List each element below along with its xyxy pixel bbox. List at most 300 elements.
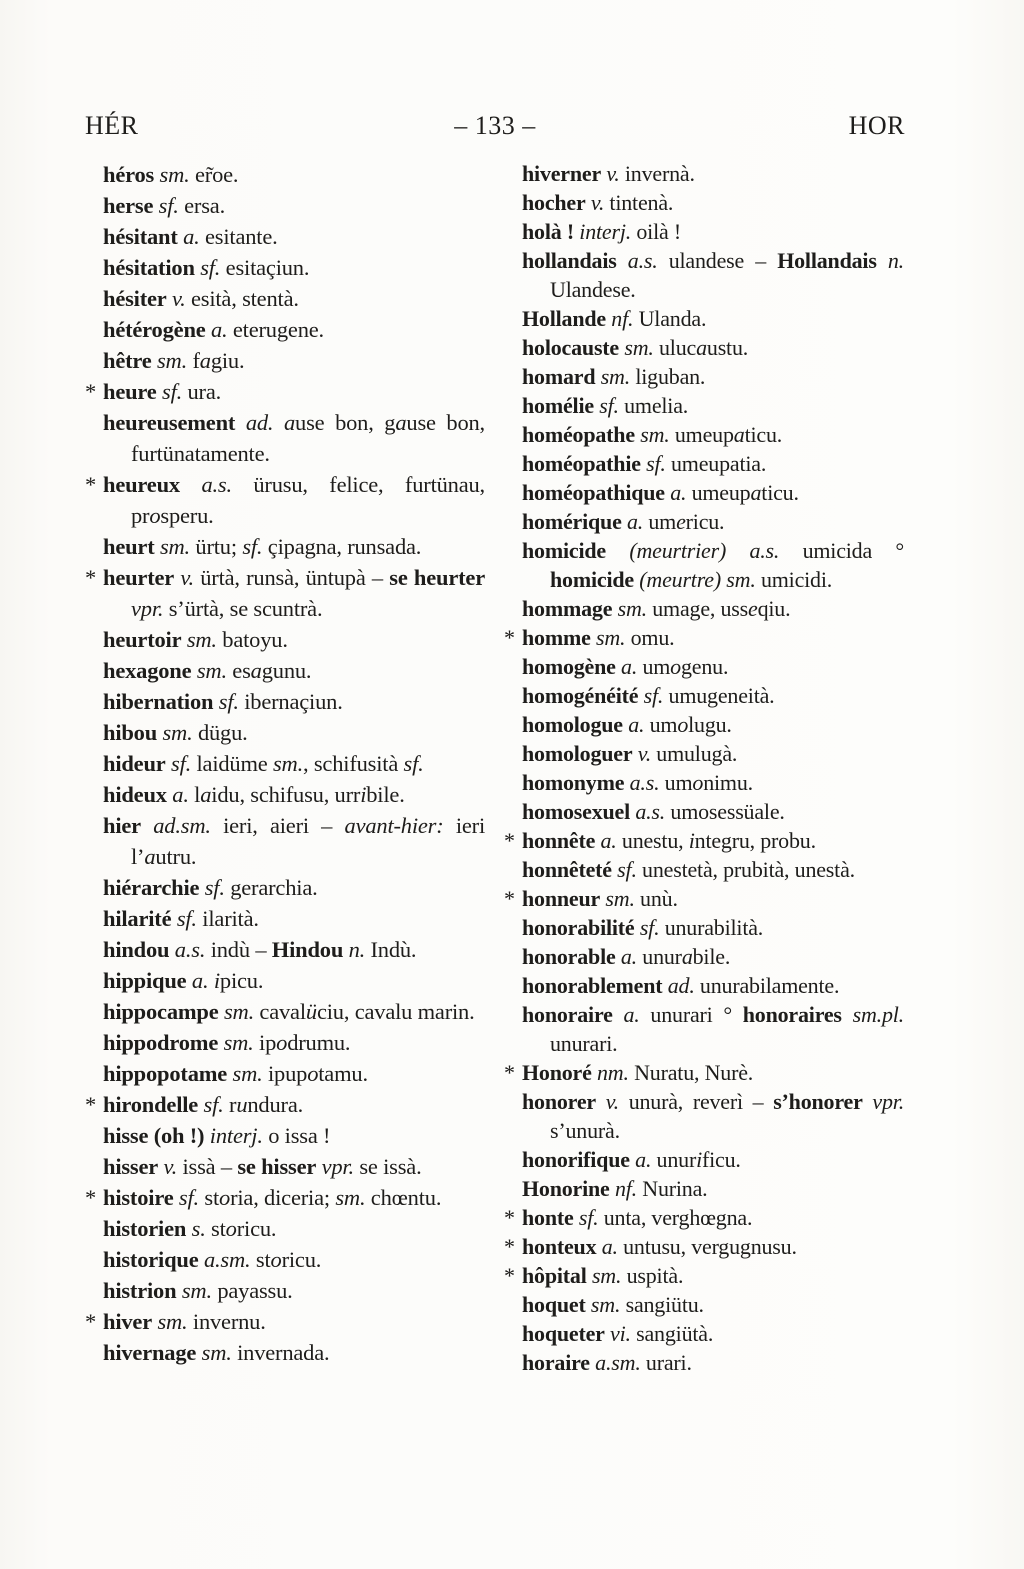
dictionary-entry	[504, 710, 904, 739]
plain-text: ibernaçiun.	[238, 689, 343, 714]
italic-text: sf.	[171, 751, 192, 776]
dictionary-entry	[85, 1151, 485, 1182]
dictionary-entry	[504, 681, 904, 710]
plain-text: ersa.	[178, 193, 225, 218]
italic-text: vpr.	[872, 1089, 904, 1114]
italic-text: o	[276, 1030, 288, 1055]
plain-text: umeup	[686, 480, 751, 505]
headword-text: hivernage	[103, 1340, 197, 1365]
plain-text: idu, schifusu, urr	[211, 782, 361, 807]
italic-text: ad.	[245, 410, 274, 435]
headword-text: hiver	[103, 1309, 152, 1334]
plain-text	[141, 813, 153, 838]
plain-text	[877, 248, 888, 273]
headword-text: se heurter	[389, 565, 485, 590]
italic-text: ü	[305, 999, 317, 1024]
plain-text	[180, 472, 201, 497]
dictionary-entry	[504, 942, 904, 971]
headword-text: s’honorer	[773, 1089, 863, 1114]
plain-text: caval	[254, 999, 306, 1024]
plain-text	[596, 1089, 606, 1114]
italic-text: a	[696, 335, 707, 360]
headword-text: horaire	[522, 1350, 590, 1375]
dictionary-entry	[504, 884, 904, 913]
italic-text: v.	[172, 286, 186, 311]
plain-text: dügu.	[192, 720, 248, 745]
plain-text: invernu.	[187, 1309, 266, 1334]
italic-text: sm.	[617, 596, 647, 621]
dictionary-entry	[504, 391, 904, 420]
dictionary-entry	[504, 246, 904, 304]
plain-text: ürusu, felice, furtünau, pr	[131, 472, 485, 528]
plain-text: oilà !	[631, 219, 681, 244]
headword-text: heurter	[103, 565, 175, 590]
plain-text: speru.	[160, 503, 214, 528]
dictionary-entry	[85, 965, 485, 996]
plain-text	[235, 410, 246, 435]
headword-text: homosexuel	[522, 799, 631, 824]
italic-text: a.	[172, 782, 189, 807]
plain-text: uluc	[653, 335, 697, 360]
plain-text: ieri l’	[131, 813, 485, 869]
plain-text: ulandese –	[657, 248, 778, 273]
italic-text: sm.	[157, 348, 188, 373]
plain-text: st	[250, 1247, 271, 1272]
italic-text: o	[219, 1185, 231, 1210]
italic-text: sm.	[590, 1292, 621, 1317]
plain-text: umage, uss	[646, 596, 749, 621]
headword-text: hippopotame	[103, 1061, 228, 1086]
italic-text: i	[360, 782, 367, 807]
headword-text: hésitant	[103, 224, 178, 249]
headword-text: homicide	[522, 538, 606, 563]
plain-text: unurabilità.	[659, 915, 764, 940]
plain-text: ndura.	[247, 1092, 304, 1117]
plain-text: Nurina.	[636, 1176, 708, 1201]
plain-text: ieri, aieri –	[210, 813, 345, 838]
italic-text: a	[200, 782, 212, 807]
plain-text	[726, 538, 749, 563]
plain-text: st	[198, 1185, 220, 1210]
italic-text: a	[199, 348, 211, 373]
dictionary-entry	[85, 810, 485, 872]
italic-text: a	[395, 410, 407, 435]
plain-text: ricu.	[281, 1247, 322, 1272]
plain-text	[613, 1002, 624, 1027]
dictionary-entry	[504, 159, 904, 188]
plain-text: unur	[651, 1147, 697, 1172]
headword-star: *	[85, 565, 97, 590]
italic-text: sf.	[204, 875, 225, 900]
italic-text: a.s.	[174, 937, 206, 962]
italic-text: ad.	[667, 973, 695, 998]
headword-star: *	[504, 1205, 515, 1230]
headword-text: Hollande	[522, 306, 606, 331]
plain-text: unurari.	[550, 1031, 618, 1056]
dictionary-entry	[85, 686, 485, 717]
headword-text: homard	[522, 364, 596, 389]
headword-text: hippique	[103, 968, 187, 993]
plain-text: unestu,	[616, 828, 689, 853]
plain-text: o issa !	[262, 1123, 331, 1148]
dictionary-entry	[504, 652, 904, 681]
plain-text: unurabilamente.	[694, 973, 840, 998]
italic-text: a.	[670, 480, 687, 505]
plain-text: umicida °	[779, 538, 904, 563]
dictionary-entry	[85, 314, 485, 345]
italic-text: o	[225, 1216, 237, 1241]
headword-text: heurt	[103, 534, 155, 559]
plain-text: bile.	[366, 782, 405, 807]
plain-text: ricu.	[685, 509, 725, 534]
italic-text: a	[681, 944, 693, 969]
italic-text: interj.	[209, 1123, 263, 1148]
italic-text: a.	[601, 1234, 618, 1259]
dictionary-entry	[85, 1182, 485, 1213]
italic-text: v.	[180, 565, 194, 590]
dictionary-entry	[85, 1027, 485, 1058]
plain-text: um	[644, 712, 678, 737]
headword-text: hilarité	[103, 906, 172, 931]
italic-text: (meurtrier)	[629, 538, 727, 563]
headword-text: hoqueter	[522, 1321, 605, 1346]
plain-text: r	[223, 1092, 237, 1117]
italic-text: a.s.	[201, 472, 232, 497]
plain-text: ficu.	[702, 1147, 741, 1172]
italic-text: sm.	[196, 658, 227, 683]
italic-text: i	[696, 1147, 702, 1172]
dictionary-entry	[504, 1145, 904, 1174]
headword-text: honnêteté	[522, 857, 612, 882]
italic-text: i	[688, 828, 695, 853]
headword-text: honneur	[522, 886, 601, 911]
headword-text: homogène	[522, 654, 616, 679]
headword-text: hier	[103, 813, 141, 838]
italic-text: v.	[590, 190, 605, 215]
plain-text	[842, 1002, 853, 1027]
italic-text: sm.	[600, 364, 631, 389]
dictionary-entry	[504, 797, 904, 826]
plain-text: drumu.	[287, 1030, 351, 1055]
headword-text: Hollandais	[777, 248, 877, 273]
plain-text: chœntu.	[365, 1185, 442, 1210]
italic-text: sm.	[223, 1030, 254, 1055]
plain-text: çipagna, runsada.	[262, 534, 422, 559]
italic-text: a.sm.	[595, 1350, 641, 1375]
plain-text: unta, verghœgna.	[598, 1205, 753, 1230]
italic-text: o	[270, 1247, 282, 1272]
plain-text: Ulandese.	[550, 277, 636, 302]
dictionary-entry	[85, 376, 485, 407]
dictionary-entry	[504, 739, 904, 768]
italic-text: ad.sm.	[153, 813, 211, 838]
plain-text: genu.	[680, 654, 729, 679]
dictionary-entry	[504, 449, 904, 478]
italic-text: sm.	[181, 1278, 212, 1303]
italic-text: v.	[163, 1154, 178, 1179]
dictionary-entry	[85, 221, 485, 252]
headword-text: hiérarchie	[103, 875, 200, 900]
dictionary-entry	[504, 420, 904, 449]
dictionary-entry	[85, 1337, 485, 1368]
plain-text: utru.	[155, 844, 197, 869]
plain-text: ticu.	[744, 422, 783, 447]
headword-text: honte	[522, 1205, 574, 1230]
italic-text: sf.	[178, 1185, 199, 1210]
italic-text: a.	[635, 1147, 652, 1172]
plain-text: unurà, reverì –	[618, 1089, 774, 1114]
italic-text: sm.	[591, 1263, 622, 1288]
italic-text: a.s.	[629, 770, 660, 795]
dictionary-entry	[504, 1087, 904, 1145]
headword-star: *	[85, 472, 97, 497]
italic-text: sf.	[218, 689, 239, 714]
italic-text: sm.	[157, 1309, 188, 1334]
plain-text: payassu.	[211, 1278, 293, 1303]
plain-text: picu.	[219, 968, 264, 993]
plain-text: ustu.	[706, 335, 749, 360]
headword-text: hétérogène	[103, 317, 206, 342]
italic-text: vpr.	[321, 1154, 354, 1179]
plain-text: umeup	[669, 422, 734, 447]
dictionary-entry	[85, 779, 485, 810]
italic-text: a	[250, 658, 262, 683]
italic-text: n.	[887, 248, 904, 273]
italic-text: sm.	[335, 1185, 366, 1210]
plain-text: umeupatia.	[665, 451, 767, 476]
italic-text: o	[670, 654, 681, 679]
headword-text: heureusement	[103, 410, 236, 435]
dictionary-entry	[504, 333, 904, 362]
italic-text: a.	[183, 224, 200, 249]
italic-text: nm.	[597, 1060, 629, 1085]
plain-text: st	[205, 1216, 226, 1241]
italic-text: interj.	[579, 219, 632, 244]
guide-word-right: HOR	[848, 111, 905, 140]
headword-text: honorablement	[522, 973, 663, 998]
plain-text: um	[643, 509, 677, 534]
plain-text: gerarchia.	[224, 875, 318, 900]
dictionary-entry	[85, 1275, 485, 1306]
dictionary-entry	[504, 217, 904, 246]
italic-text: a.	[620, 944, 637, 969]
dictionary-entry	[504, 507, 904, 536]
plain-text: um	[659, 770, 693, 795]
dictionary-entry	[504, 1203, 904, 1232]
italic-text: sm.	[201, 1340, 232, 1365]
italic-text: sf.	[162, 379, 183, 404]
plain-text: ürtu;	[189, 534, 243, 559]
plain-text: use bon, g	[295, 410, 396, 435]
headword-text: homérique	[522, 509, 622, 534]
dictionary-entry	[85, 159, 485, 190]
italic-text: e	[676, 509, 686, 534]
headword-text: homéopathique	[522, 480, 665, 505]
italic-text: o	[307, 1061, 319, 1086]
headword-text: hommage	[522, 596, 613, 621]
italic-text: sf.	[200, 255, 221, 280]
italic-text: i	[213, 968, 220, 993]
dictionary-entry	[85, 190, 485, 221]
italic-text: sm.	[726, 567, 756, 592]
plain-text: tintenà.	[604, 190, 674, 215]
headword-text: hibou	[103, 720, 158, 745]
headword-text: hésitation	[103, 255, 195, 280]
plain-text: gunu.	[261, 658, 312, 683]
headword-text: honorer	[522, 1089, 596, 1114]
headword-star: *	[504, 886, 515, 911]
italic-text: vpr.	[131, 596, 164, 621]
headword-text: histoire	[103, 1185, 174, 1210]
dictionary-entry	[504, 971, 904, 1000]
headword-text: homéopathe	[522, 422, 635, 447]
plain-text: Ulanda.	[633, 306, 707, 331]
dictionary-entry	[504, 855, 904, 884]
italic-text: avant-hier:	[344, 813, 444, 838]
headword-text: hideur	[103, 751, 166, 776]
italic-text: sm.	[595, 625, 626, 650]
plain-text: unù.	[634, 886, 678, 911]
plain-text: untusu, vergugnusu.	[617, 1234, 797, 1259]
italic-text: a.s.	[749, 538, 780, 563]
headword-text: Honorine	[522, 1176, 610, 1201]
plain-text: umelia.	[618, 393, 689, 418]
plain-text: esitaçiun.	[220, 255, 310, 280]
headword-text: heureux	[103, 472, 180, 497]
plain-text: indù –	[205, 937, 272, 962]
plain-text: unestetà, prubità, unestà.	[636, 857, 855, 882]
headword-star: *	[504, 625, 515, 650]
dictionary-entry	[504, 362, 904, 391]
headword-text: homélie	[522, 393, 594, 418]
italic-text: a.sm.	[203, 1247, 251, 1272]
plain-text: ria, diceria;	[230, 1185, 336, 1210]
dictionary-entry	[85, 996, 485, 1027]
italic-text: a.	[210, 317, 228, 342]
headword-text: hexagone	[103, 658, 192, 683]
headword-text: honoraires	[742, 1002, 842, 1027]
plain-text: sangiütu.	[620, 1292, 704, 1317]
italic-text: u	[236, 1092, 248, 1117]
plain-text: Nuratu, Nurè.	[628, 1060, 754, 1085]
plain-text: bile.	[692, 944, 731, 969]
dictionary-entry	[504, 478, 904, 507]
italic-text: sm.	[605, 886, 635, 911]
plain-text: s’unurà.	[550, 1118, 620, 1143]
italic-text: o	[677, 712, 689, 737]
plain-text: l	[188, 782, 201, 807]
plain-text: s’ürtà, se scuntrà.	[163, 596, 323, 621]
headword-text: hoquet	[522, 1292, 586, 1317]
headword-text: hirondelle	[103, 1092, 199, 1117]
page-number: – 133 –	[454, 111, 536, 140]
headword-star: *	[504, 1263, 515, 1288]
italic-text: a	[283, 410, 296, 435]
italic-text: sf.	[176, 906, 197, 931]
italic-text: nf.	[614, 1176, 637, 1201]
plain-text: esitante.	[199, 224, 278, 249]
dictionary-entry	[504, 1000, 904, 1058]
dictionary-entry	[85, 345, 485, 376]
plain-text	[606, 538, 629, 563]
plain-text: Indù.	[365, 937, 417, 962]
plain-text: lugu.	[688, 712, 732, 737]
headword-star: *	[85, 1092, 97, 1117]
headword-text: honoraire	[522, 1002, 613, 1027]
italic-text: a.s.	[627, 248, 658, 273]
dictionary-entry	[85, 624, 485, 655]
dictionary-entry	[504, 1232, 904, 1261]
dictionary-entry	[504, 1058, 904, 1087]
italic-text: sf.	[643, 683, 664, 708]
headword-text: homogénéité	[522, 683, 639, 708]
column-left	[85, 159, 485, 1377]
headword-text: hollandais	[522, 248, 617, 273]
dictionary-entry	[85, 903, 485, 934]
italic-text: sf.	[646, 451, 666, 476]
dictionary-entry	[85, 717, 485, 748]
plain-text: f	[187, 348, 200, 373]
plain-text: unurari °	[639, 1002, 743, 1027]
running-head	[85, 112, 905, 140]
italic-text: n.	[348, 937, 366, 962]
dictionary-entry	[504, 1348, 904, 1377]
italic-text: a.s.	[635, 799, 666, 824]
plain-text: tamu.	[318, 1061, 368, 1086]
italic-text: a.	[621, 654, 638, 679]
headword-text: homologuer	[522, 741, 633, 766]
dictionary-entry	[85, 1244, 485, 1275]
italic-text: sf.	[158, 193, 179, 218]
italic-text: a.	[628, 712, 645, 737]
headword-text: se hisser	[237, 1154, 317, 1179]
plain-text: ntegru, probu.	[694, 828, 816, 853]
italic-text: s.	[191, 1216, 206, 1241]
headword-text: hindou	[103, 937, 170, 962]
headword-star: *	[504, 828, 515, 853]
dictionary-entry	[504, 188, 904, 217]
headword-text: homme	[522, 625, 591, 650]
plain-text	[273, 410, 284, 435]
plain-text: ürtà, runsà, üntupà –	[193, 565, 390, 590]
plain-text: , schifusità	[303, 751, 404, 776]
dictionary-entry	[504, 913, 904, 942]
dictionary-entry	[504, 826, 904, 855]
plain-text: issà –	[177, 1154, 238, 1179]
plain-text: umugeneità.	[663, 683, 775, 708]
dictionary-entry	[85, 655, 485, 686]
headword-text: heurtoir	[103, 627, 182, 652]
plain-text: giu.	[210, 348, 245, 373]
headword-star: *	[85, 379, 97, 404]
plain-text: umosessüale.	[665, 799, 785, 824]
headword-text: holocauste	[522, 335, 620, 360]
plain-text: unur	[636, 944, 682, 969]
italic-text: v.	[637, 741, 651, 766]
headword-text: hêtre	[103, 348, 152, 373]
dictionary-entry	[85, 1089, 485, 1120]
italic-text: sf.	[639, 915, 660, 940]
plain-text: esità, stentà.	[185, 286, 299, 311]
plain-text: use bon, furtünatamente.	[131, 410, 485, 466]
headword-text: honorable	[522, 944, 616, 969]
plain-text: nimu.	[703, 770, 753, 795]
italic-text: a.	[626, 509, 644, 534]
plain-text: uspità.	[621, 1263, 684, 1288]
headword-text: hideux	[103, 782, 167, 807]
headword-star: *	[504, 1060, 515, 1085]
headword-star: *	[504, 1234, 515, 1259]
